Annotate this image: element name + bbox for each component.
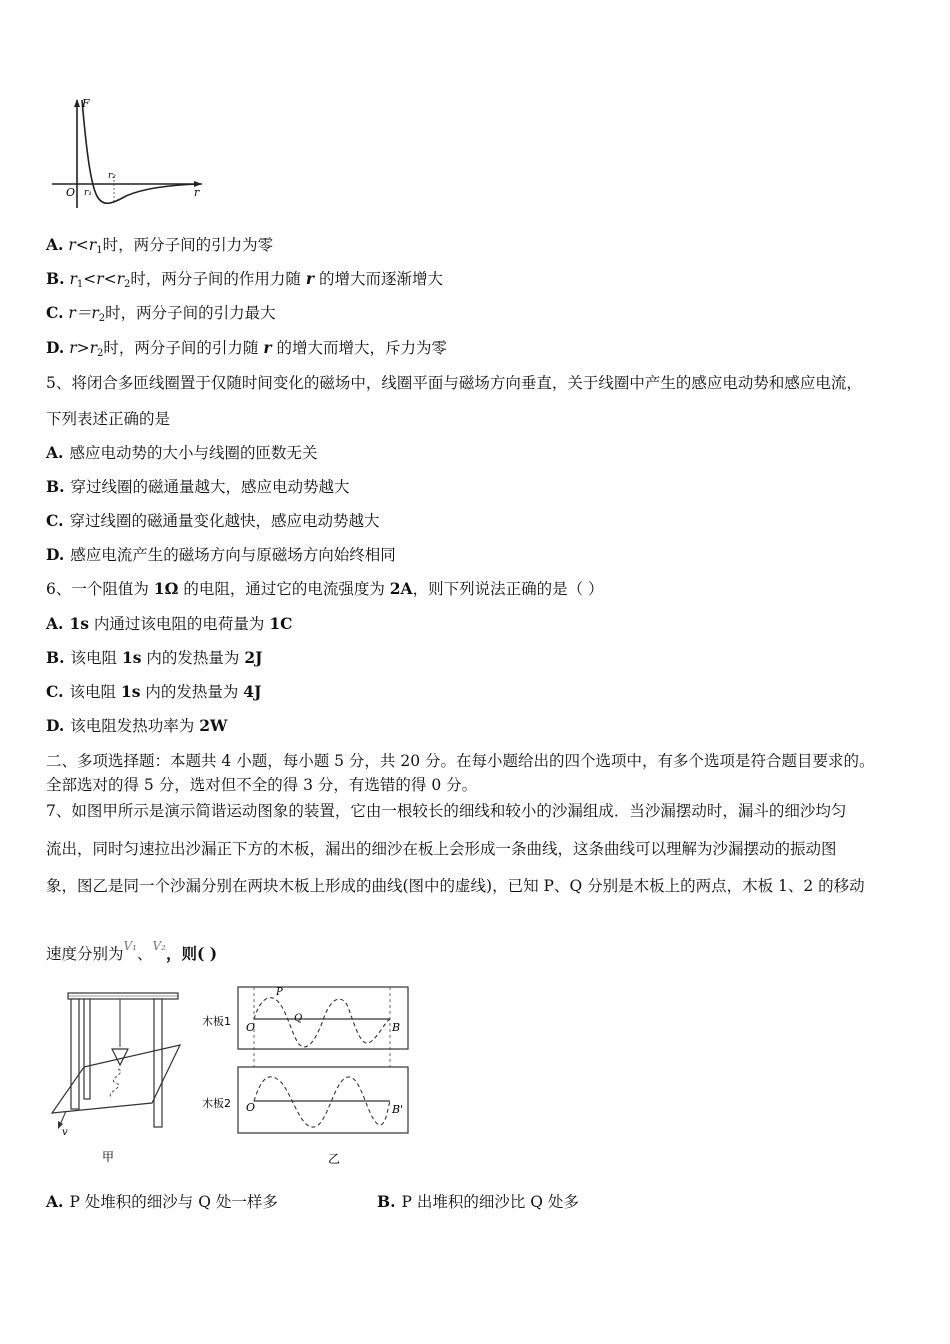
q7-v2: V₂ [152, 939, 166, 953]
q5-option-c[interactable] [46, 511, 379, 531]
option-letter: B. [377, 1192, 396, 1211]
q6-stem [46, 579, 604, 599]
option-letter: D. [46, 338, 65, 357]
q6-c-val2: 4J [243, 682, 262, 701]
q4-b-text1: 时，两分子间的作用力随 [130, 270, 306, 288]
q6-option-b[interactable] [46, 648, 262, 668]
graph-x-label: r [194, 186, 200, 199]
graph-y-label: F [82, 97, 90, 110]
q7-option-b[interactable] [377, 1192, 579, 1212]
q6-c-val: 1s [120, 682, 141, 701]
q4-b-text2: 的增大而逐渐增大 [314, 270, 443, 288]
graph-r2-label: r₂ [108, 171, 116, 181]
q4-option-b[interactable] [46, 269, 443, 295]
q4-option-a[interactable] [46, 235, 273, 261]
q6-a-val: 1s [69, 614, 89, 633]
q7-stem-line2: 流出，同时匀速拉出沙漏正下方的木板，漏出的细沙在板上会形成一条曲线，这条曲线可以理解为沙漏摆动的振动图 [46, 840, 837, 858]
option-text: 感应电动势的大小与线圈的匝数无关 [69, 444, 318, 462]
q4-option-c[interactable] [46, 303, 276, 329]
figure-label-jia: 甲 [102, 1150, 115, 1164]
q7-stem-line4 [46, 936, 217, 964]
q6-a-val2: 1C [269, 614, 293, 633]
q4-d-rvar: r [263, 338, 272, 357]
option-letter: D. [46, 545, 65, 564]
option-letter: B. [46, 269, 65, 288]
q4-b-rvar: r [305, 269, 315, 288]
option-letter: B. [46, 648, 65, 667]
force-distance-graph [44, 96, 208, 216]
q4-c-text: 时，两分子间的引力最大 [105, 304, 276, 322]
q4-d-text1: 时，两分子间的引力随 [103, 339, 264, 357]
board1-label: 木板1 [202, 1015, 231, 1028]
boards-figure [196, 983, 416, 1170]
q5-stem-line2: 下列表述正确的是 [46, 410, 171, 428]
q6-stem-i: 2A [389, 579, 413, 598]
figure-label-yi: 乙 [328, 1152, 341, 1166]
q5-option-d[interactable] [46, 545, 396, 565]
q4-b-sub1: 1 [76, 279, 84, 290]
q6-stem-r: 1Ω [153, 579, 179, 598]
option-letter: A. [46, 235, 64, 254]
option-letter: D. [46, 716, 65, 735]
option-letter: A. [46, 443, 64, 462]
q6-b-val2: 2J [244, 648, 263, 667]
option-text: 感应电流产生的磁场方向与原磁场方向始终相同 [70, 546, 396, 564]
q4-b-mid: <r<r [83, 270, 125, 288]
q5-option-b[interactable] [46, 477, 350, 497]
q7-sep: 、 [137, 945, 153, 963]
q6-b-text: 内的发热量为 [141, 649, 245, 667]
q6-stem-post: ，则下列说法正确的是（ ） [412, 580, 604, 598]
point-p-label: P [276, 987, 283, 998]
q6-a-text: 内通过该电阻的电荷量为 [88, 615, 270, 633]
board1-o-label: O [246, 1021, 256, 1034]
q4-b-r: r [69, 270, 77, 288]
option-letter: B. [46, 477, 65, 496]
q4-d-text2: 的增大而增大，斥力为零 [271, 339, 447, 357]
q7-option-a[interactable] [46, 1192, 278, 1212]
q6-d-text: 该电阻发热功率为 [70, 717, 200, 735]
q4-d-expr: r>r [69, 339, 98, 357]
q7-v1: V₁ [123, 939, 137, 953]
q6-option-d[interactable] [46, 716, 227, 736]
q4-c-sub: 2 [98, 313, 106, 324]
point-q-label: Q [294, 1013, 303, 1024]
graph-r1-label: r₁ [84, 188, 92, 198]
q6-stem-pre: 6、一个阻值为 [46, 580, 154, 598]
board2-label: 木板2 [202, 1097, 231, 1110]
section2-line2: 全部选对的得 5 分，选对但不全的得 3 分，有选错的得 0 分。 [46, 776, 478, 794]
option-text: P 出堆积的细沙比 Q 处多 [401, 1193, 579, 1211]
option-text: P 处堆积的细沙与 Q 处一样多 [69, 1193, 278, 1211]
board1-b-label: B [392, 1021, 401, 1034]
q4-a-expr: r<r [68, 236, 97, 254]
q6-c-pre: 该电阻 [69, 683, 121, 701]
q5-stem-line1: 5、将闭合多匝线圈置于仅随时间变化的磁场中，线圈平面与磁场方向垂直，关于线圈中产生的感应电动势和感应电流， [46, 374, 862, 392]
q4-a-text: 时，两分子间的引力为零 [102, 236, 274, 254]
q6-option-c[interactable] [46, 682, 261, 702]
q4-a-sub: 1 [96, 245, 103, 256]
q5-option-a[interactable] [46, 443, 317, 463]
q6-b-pre: 该电阻 [70, 649, 122, 667]
board2-b-label: B' [392, 1103, 404, 1116]
option-letter: A. [46, 614, 64, 633]
q4-c-expr: r＝r [68, 304, 99, 322]
board2-o-label: O [246, 1101, 256, 1114]
q6-c-text: 内的发热量为 [140, 683, 244, 701]
q4-b-sub2: 2 [124, 279, 131, 290]
q7-stem-line1: 7、如图甲所示是演示简谐运动图象的装置，它由一根较长的细线和较小的沙漏组成．当沙漏摆动时，漏斗的细沙均匀 [46, 802, 847, 820]
q7-stem-line3: 象，图乙是同一个沙漏分别在两块木板上形成的曲线(图中的虚线)，已知 P、Q 分别是木板上的两点，木板 1、2 的移动 [46, 877, 865, 895]
section2-line1: 二、多项选择题：本题共 4 小题，每小题 5 分，共 20 分。在每小题给出的四个选项中，有多个选项是符合题目要求的。 [46, 752, 875, 770]
sand-pendulum-figure [46, 985, 196, 1170]
q4-d-sub: 2 [97, 348, 104, 359]
q6-b-val: 1s [121, 648, 142, 667]
option-letter: C. [46, 303, 64, 322]
option-text: 穿过线圈的磁通量越大，感应电动势越大 [70, 478, 350, 496]
q6-option-a[interactable] [46, 614, 292, 634]
q7-line4-pre: 速度分别为 [46, 945, 124, 963]
apparatus-v-label: v [62, 1127, 68, 1138]
q6-d-val2: 2W [199, 716, 228, 735]
option-text: 穿过线圈的磁通量变化越快，感应电动势越大 [69, 512, 380, 530]
q6-stem-mid: 的电阻，通过它的电流强度为 [178, 580, 390, 598]
graph-origin-label: O [66, 186, 76, 199]
option-letter: C. [46, 682, 64, 701]
q7-line4-post: ，则( ) [166, 944, 218, 963]
option-letter: C. [46, 511, 64, 530]
option-letter: A. [46, 1192, 64, 1211]
q4-option-d[interactable] [46, 338, 447, 364]
